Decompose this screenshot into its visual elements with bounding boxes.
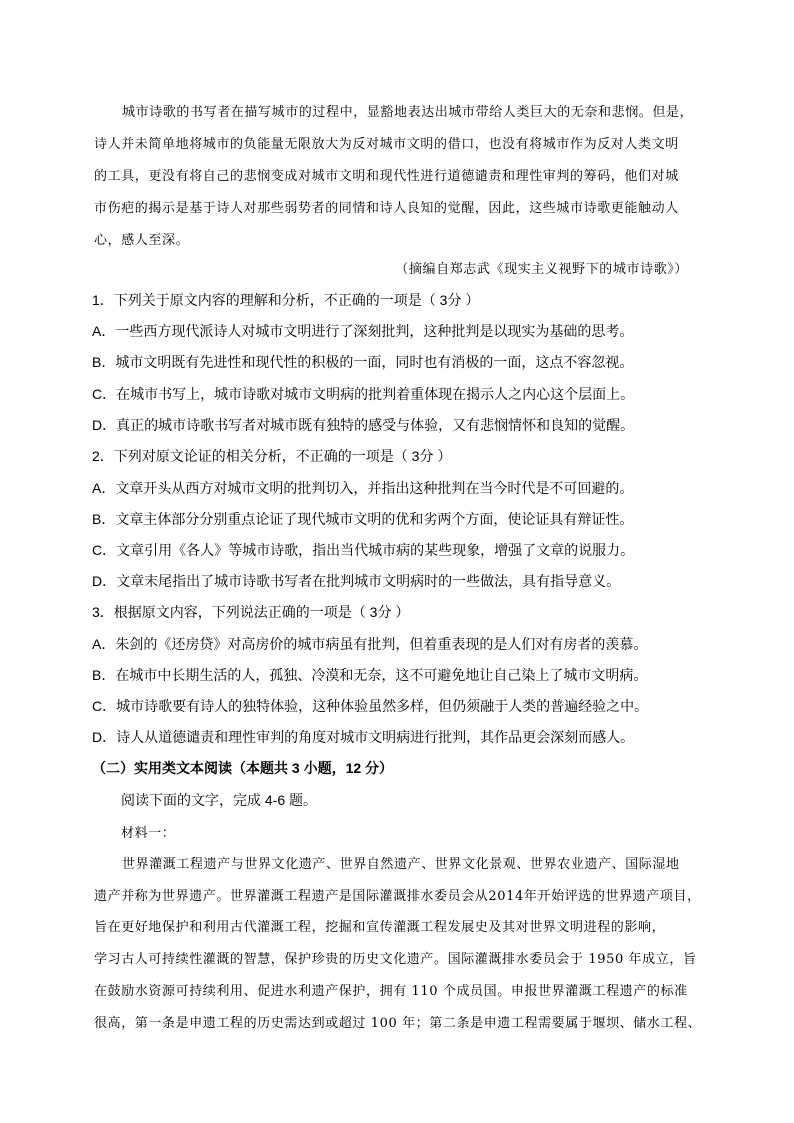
passage-1-line: 市伤疤的揭示是基于诗人对那些弱势者的同情和诗人良知的觉醒，因此，这些城市诗歌更能触动人 <box>94 201 679 216</box>
question-option: B．在城市中长期生活的人，孤独、冷漠和无奈，这不可避免地让自己染上了城市文明病。 <box>92 667 648 683</box>
question-option: C．城市诗歌要有诗人的独特体验，这种体验虽然多样，但仍须融于人类的普遍经验之中。 <box>92 698 649 714</box>
question-option: B．城市文明既有先进性和现代性的积极的一面，同时也有消极的一面，这点不容忽视。 <box>92 354 634 370</box>
question-option: C．在城市书写上，城市诗歌对城市文明病的批判着重体现在揭示人之内心这个层面上。 <box>92 386 635 402</box>
material-1-line: 遗产并称为世界遗产。世界灌溉工程遗产是国际灌溉排水委员会从2014年开始评选的世界遗产项目， <box>94 889 701 904</box>
passage-1-line: 心，感人至深。 <box>94 233 190 248</box>
question-option: D．诗人从道德谴责和理性审判的角度对城市文明病进行批判，其作品更会深刻而感人。 <box>92 729 635 745</box>
passage-1-line: 城市诗歌的书写者在描写城市的过程中，显豁地表达出城市带给人类巨大的无奈和悲悯。但是， <box>122 105 694 120</box>
question-stem: 1．下列关于原文内容的理解和分析，不正确的一项是（ 3分 ） <box>92 292 480 308</box>
question-stem: 2．下列对原文论证的相关分析，不正确的一项是（ 3分 ） <box>92 448 452 464</box>
material-1-line: 世界灌溉工程遗产与世界文化遗产、世界自然遗产、世界文化景观、世界农业遗产、国际湿地 <box>122 857 680 872</box>
question-option: A．一些西方现代派诗人对城市文明进行了深刻批判，这种批判是以现实为基础的思考。 <box>92 323 634 339</box>
passage-source: （摘编自郑志武《现实主义视野下的城市诗歌》） <box>395 262 688 277</box>
material-label: 材料一： <box>121 826 176 841</box>
question-option: B．文章主体部分分别重点论证了现代城市文明的优和劣两个方面，使论证具有辩证性。 <box>92 511 634 527</box>
question-option: C．文章引用《各人》等城市诗歌，指出当代城市病的某些现象，增强了文章的说服力。 <box>92 542 635 558</box>
question-option: A．朱剑的《还房贷》对高房价的城市病虽有批判，但着重表现的是人们对有房者的羡慕。 <box>92 636 648 652</box>
material-1-line: 在鼓励水资源可持续利用、促进水利遗产保护，拥有 110 个成员国。申报世界灌溉工程遗产的标准 <box>94 984 688 999</box>
passage-1-line: 的工具，更没有将自己的悲悯变成对城市文明和现代性进行道德谴责和理性审判的筹码，他们对城 <box>94 169 679 184</box>
question-option: D．真正的城市诗歌书写者对城市既有独特的感受与体验，又有悲悯情怀和良知的觉醒。 <box>92 417 635 433</box>
question-stem: 3．根据原文内容，下列说法正确的一项是（ 3分 ） <box>92 604 410 620</box>
section-instruction: 阅读下面的文字，完成 4-6 题。 <box>121 792 318 808</box>
material-1-line: 很高，第一条是申遗工程的历史需达到或超过 100 年；第二条是申遗工程需要属于堰坝、储水工程、 <box>94 1016 702 1031</box>
question-option: D．文章末尾指出了城市诗歌书写者在批判城市文明病时的一些做法，具有指导意义。 <box>92 573 621 589</box>
material-1-line: 旨在更好地保护和利用古代灌溉工程，挖掘和宣传灌溉工程发展史及其对世界文明进程的影响， <box>94 920 666 935</box>
section-heading: （二）实用类文本阅读（本题共 3 小题，12 分） <box>92 760 394 776</box>
question-option: A．文章开头从西方对城市文明的批判切入，并指出这种批判在当今时代是不可回避的。 <box>92 480 634 496</box>
material-1-line: 学习古人可持续性灌溉的智慧，保护珍贵的历史文化遗产。国际灌溉排水委员会于 1950 年成立，旨 <box>94 952 697 967</box>
passage-1-line: 诗人并未简单地将城市的负能量无限放大为反对城市文明的借口，也没有将城市作为反对人类文明 <box>94 137 679 152</box>
